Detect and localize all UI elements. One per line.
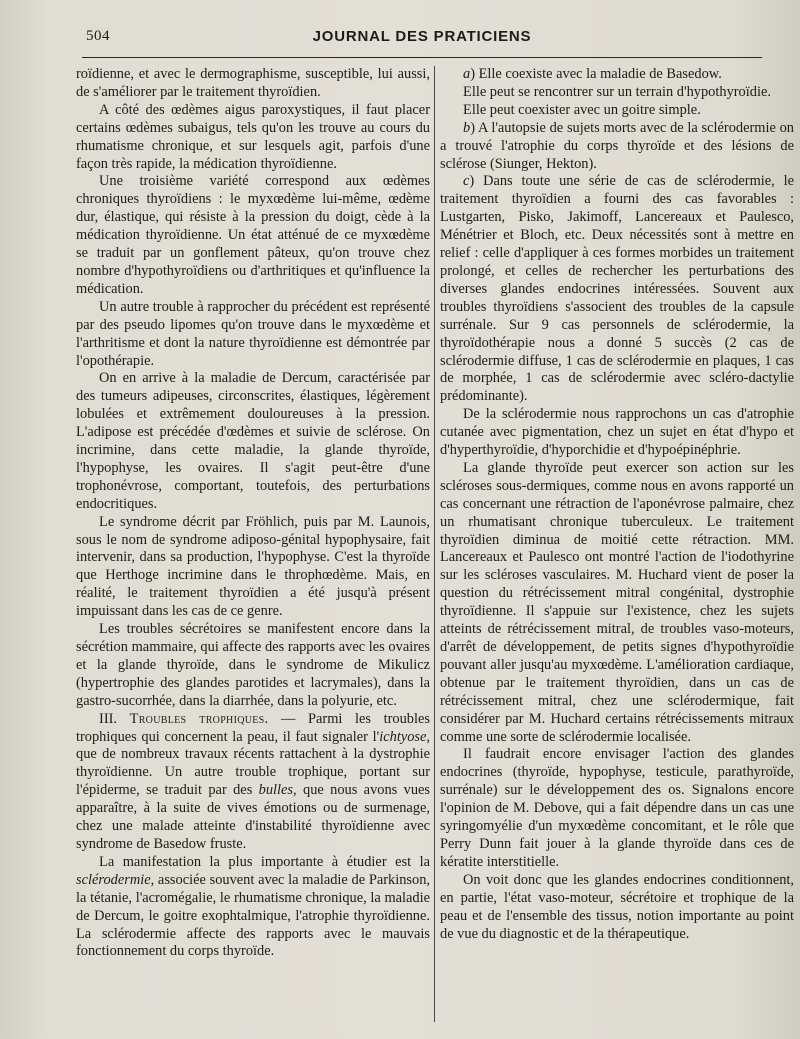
paragraph: Elle peut coexister avec un goitre simple. — [463, 101, 701, 118]
italic-term: bulles — [258, 782, 294, 799]
paragraph: Le syndrome décrit par Fröhlich, puis par M. Launois, sous le nom de syndrome adiposo-génital hypophysaire, fait intervenir, dans sa production, l'hypophyse. C'est la thyroïde que Herthoge incrimine dans le throphœdème. Mais, en réalité, le traitement thyroïdien a été jusqu'à présent impuissant dans les cas de ce genre. — [76, 513, 430, 620]
paragraph: roïdienne, et avec le dermographisme, susceptible, lui aussi, de s'améliorer par le traitement thyroïdien. — [76, 66, 430, 100]
paragraph: On voit donc que les glandes endocrines conditionnent, en partie, l'état vaso-moteur, sécrétoire et trophique de la peau et de l'ensemble des tissus, notion importante au point de vue du diagnostic et de la thérapeutique. — [440, 871, 794, 942]
left-column — [76, 66, 430, 1026]
italic-term: sclérodermie — [76, 871, 151, 888]
paragraph: Elle peut se rencontrer sur un terrain d'hypothyroïdie. — [463, 83, 771, 100]
paragraph: Un autre trouble à rapprocher du précédent est représenté par des pseudo lipomes qu'on trouve dans le myxœdème et l'arthritisme et dont la nature thyroïdienne est démontrée par l'opothérapie. — [76, 298, 430, 369]
text-run: — Parmi les troubles trophiques qui concernent la peau, il faut signaler l' — [76, 710, 430, 745]
list-label: c — [463, 173, 470, 190]
list-item-a — [440, 66, 794, 84]
paragraph — [76, 854, 430, 961]
section-heading: Troubles trophiques. — [129, 710, 269, 727]
column-divider — [434, 66, 435, 1022]
list-item-c — [440, 173, 794, 406]
paragraph: Les troubles sécrétoires se manifestent encore dans la sécrétion mammaire, qui affecte des rapports avec les ovaires et la glande thyroïde, dans le syndrome de Mikulicz (hypertrophie des glandes parotides et lacrymales), dans la gastro-sucorrhée, dans la diarrhée, dans la polyurie, etc. — [76, 621, 430, 709]
text-run: ) Dans toute une série de cas de sclérodermie, le traitement thyroïdien a fourni des cas favorables : Lustgarten, Pisko, Jakimoff, Lancereaux et Paulesco, Ménétrier et Bloch, etc. Deux nécessités sont à mettre en relief : celle d'appliquer à ces formes morbides un traitement prolongé, et celles de rechercher les perturbations des diverses glandes endocrines intéressées. Souvent aux troubles thyroïdiens s'associent des troubles de la capsule surrénale. Sur 9 cas personnels de sclérodermie, la thyroïdothérapie nous a donné 5 succès (2 cas de sclérodermie diffuse, 1 cas de sclérodermie en plaques, 1 cas de morphée, 1 cas de sclérodermie avec scléro-dactylie prédominante). — [440, 173, 794, 405]
list-label: b — [463, 119, 471, 136]
text-run: , associée souvent avec la maladie de Parkinson, la tétanie, l'acromégalie, le rhumatisme chronique, la maladie de Dercum, le goitre exophtalmique, l'atrophie thyroïdienne. La sclérodermie affecte des rapports avec le mauvais fonctionnement du corps thyroïde. — [76, 871, 430, 960]
text-run: , que de nombreux travaux récents rattachent à la dystrophie thyroïdienne. Un autre trouble trophique, portant sur l'épiderme, se traduit par des — [76, 728, 430, 799]
right-column — [440, 66, 794, 1026]
paragraph: Il faudrait encore envisager l'action des glandes endocrines (thyroïde, hypophyse, testicule, parathyroïde, surrénale) sur le développement des os. Signalons encore l'opinion de M. Debove, qui a fait dépendre dans un cas une syringomyélie d'un myxœdème concomitant, et le rôle que Perry Dunn fait jouer à la glande thyroïde dans ces de kératite interstitielle. — [440, 746, 794, 870]
page-header — [82, 24, 762, 54]
section-number: III. — [99, 710, 130, 727]
text-run: ) Elle coexiste avec la maladie de Basedow. — [470, 66, 722, 82]
paragraph: De la sclérodermie nous rapprochons un cas d'atrophie cutanée avec pigmentation, chez un sujet en état d'hypo et d'hyperthyroïdie, d'hyporchidie et d'hypoépinéphrie. — [440, 406, 794, 459]
page-number: 504 — [86, 28, 110, 44]
header-rule — [82, 57, 762, 58]
paragraph: Une troisième variété correspond aux œdèmes chroniques thyroïdiens : le myxœdème lui-même, œdème dur, élastique, qui résiste à la pression du doigt, cède à la médication thyroïdienne. Un état atténué de ce myxœdème se traduit par un gonflement pâteux, qu'on trouve chez nombre d'hypothyroïdiens ou d'arthritiques et qu'influence la médication. — [76, 173, 430, 297]
paragraph: La glande thyroïde peut exercer son action sur les scléroses sous-dermiques, comme nous en avons rapporté un cas concernant une rétraction de l'aponévrose palmaire, chez un rhumatisant chronique tuberculeux. Le traitement thyroïdien diminua de moitié cette rétraction. MM. Lancereaux et Paulesco ont montré l'action de l'iodothyrine sur les scléroses vasculaires. M. Huchard vient de poser la question du rétrécissement mitral congénital, dystrophie thyroïdienne. Il s'appuie sur l'existence, chez les sujets atteints de rétrécissement mitral, de troubles vaso-moteurs, d'arrêt de développement, de petits signes d'hypothyroïdie pouvant aller jusqu'au myxœdème. L'amélioration cardiaque, obtenue par le traitement thyroïdien, dans un cas de rétrécissement mitral, chez une sclérodermique, fait considérer par M. Huchard certains rétrécissements mitraux comme une sorte de sclérodermie localisée. — [440, 459, 794, 745]
text-run: ) A l'autopsie de sujets morts avec de la sclérodermie on a trouvé l'atrophie du corps thyroïde et des lésions de sclérose (Siunger, Hekton). — [440, 119, 794, 172]
list-label: a — [463, 66, 471, 82]
list-item-b — [440, 120, 794, 174]
paragraph: A côté des œdèmes aigus paroxystiques, il faut placer certains œdèmes subaigus, tels qu'on les trouve au cours du rhumatisme chronique, et sur lesquels agit, parfois d'une façon très rapide, la médication thyroïdienne. — [76, 101, 430, 172]
paragraph-section-iii — [76, 711, 430, 854]
italic-term: ichtyose — [379, 728, 427, 745]
text-run: La manifestation la plus importante à étudier est la — [99, 853, 430, 870]
text-run: , que nous avons vues apparaître, à la suite de vives émotions ou de surmenage, chez une malade atteinte d'instabilité thyroïdienne avec syndrome de Basedow fruste. — [76, 782, 430, 852]
paragraph: On en arrive à la maladie de Dercum, caractérisée par des tumeurs adipeuses, circonscrites, élastiques, légèrement lobulées et extrêmement douloureuses à la pression. L'adipose est précédée d'œdèmes et suivie de sclérose. On incrimine, dans cette maladie, la glande thyroïde, l'hypophyse, les ovaires. Il s'agit peut-être d'une trophonévrose, comportant, toutefois, des perturbations endocritiques. — [76, 370, 430, 512]
running-title: JOURNAL DES PRATICIENS — [312, 28, 532, 45]
